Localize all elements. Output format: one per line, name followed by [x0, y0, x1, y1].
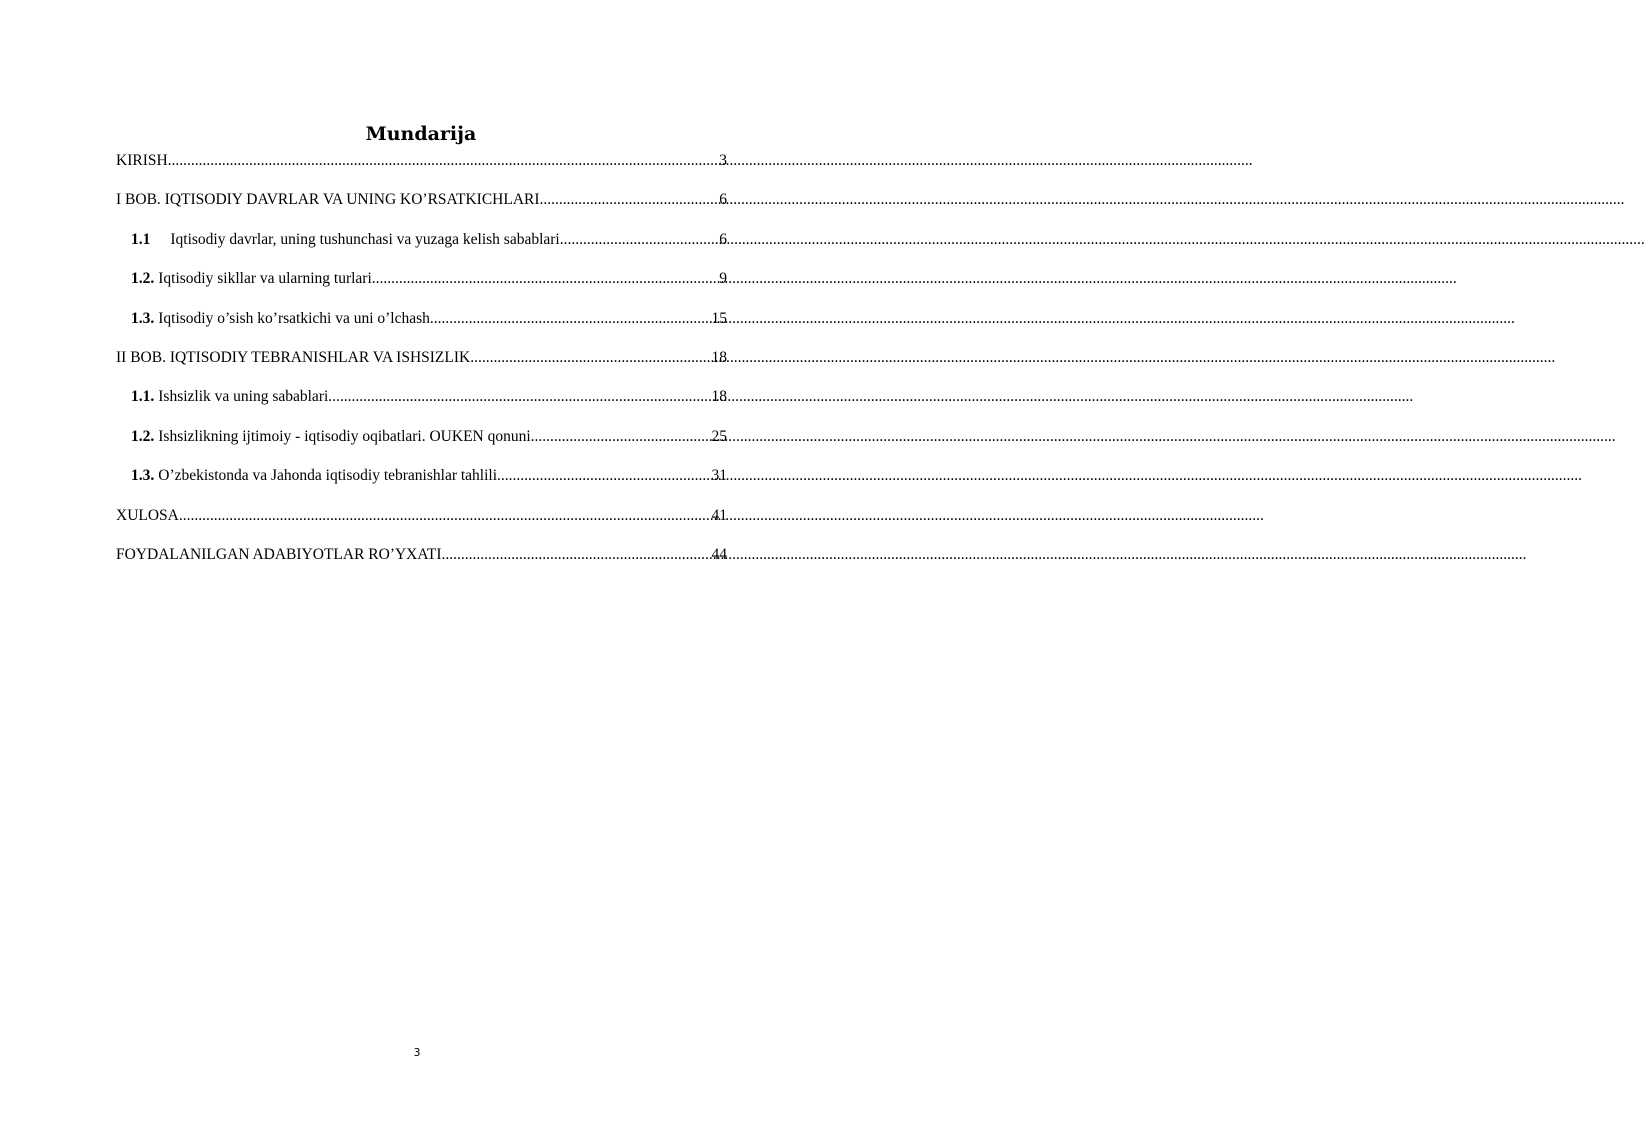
toc-entry-page: 15	[711, 309, 727, 327]
toc-entry-section-2-2	[116, 426, 727, 465]
toc-entry-page: 44	[711, 545, 727, 563]
toc-leader-dots	[372, 268, 719, 290]
toc-entry-section-2-3	[116, 465, 727, 504]
toc-leader-dots	[531, 426, 712, 448]
toc-leader-dots	[430, 308, 712, 330]
toc-entry-text: FOYDALANILGAN ADABIYOTLAR RO’YXATI	[116, 545, 442, 563]
toc-entry-page: 31	[711, 467, 727, 485]
toc-entry-chapter-1	[116, 189, 727, 228]
toc-leader-dots	[328, 386, 711, 408]
toc-entry-text: Ishsizlikning ijtimoiy - iqtisodiy oqibatlari. OUKEN qonuni	[158, 427, 531, 445]
toc-entry-page: 6	[719, 191, 727, 209]
toc-entry-page: 18	[711, 348, 727, 366]
toc-entry-number: 1.2.	[131, 270, 155, 288]
toc-entry-number: 1.3.	[131, 467, 155, 485]
toc-entry-page: 25	[711, 427, 727, 445]
toc-entry-number: 1.1.	[131, 388, 155, 406]
toc-leader-dots	[497, 465, 711, 487]
toc-entry-page: 41	[711, 506, 727, 524]
toc-entry-section-2-1	[116, 386, 727, 425]
toc-leader-dots	[540, 189, 720, 211]
toc-leader-dots	[560, 229, 720, 251]
toc-entry-page: 18	[711, 388, 727, 406]
toc-entry-text: Iqtisodiy davrlar, uning tushunchasi va yuzaga kelish sabablari	[170, 230, 560, 248]
toc-entry-text: O’zbekistonda va Jahonda iqtisodiy tebranishlar tahlili	[158, 467, 498, 485]
toc-entry-section-1-3	[116, 308, 727, 347]
toc-entry-text: I BOB. IQTISODIY DAVRLAR VA UNING KO’RSATKICHLARI	[116, 191, 540, 209]
toc-entry-page: 9	[719, 270, 727, 288]
page-number: 3	[413, 1046, 421, 1059]
toc-entry-xulosa	[116, 505, 727, 544]
toc-entry-number: 1.3.	[131, 309, 155, 327]
toc-entry-chapter-2	[116, 347, 727, 386]
toc-entry-text: KIRISH	[116, 152, 168, 169]
toc-entry-text: Iqtisodiy sikllar va ularning turlari	[158, 270, 372, 288]
toc-entry-bibliography	[116, 544, 727, 583]
toc-entry-text: Ishsizlik va uning sabablari	[158, 388, 329, 406]
toc-entry-kirish	[116, 150, 727, 189]
toc-title: Mundarija	[365, 123, 477, 145]
toc-leader-dots	[168, 150, 720, 172]
toc-list	[116, 150, 727, 583]
toc-entry-page: 6	[719, 230, 727, 248]
toc-entry-page: 3	[719, 152, 727, 169]
toc-leader-dots	[179, 505, 712, 527]
toc-entry-text: Iqtisodiy o’sish ko’rsatkichi va uni o’lchash	[158, 309, 430, 327]
toc-leader-dots	[470, 347, 711, 369]
toc-entry-section-1-2	[116, 268, 727, 307]
toc-entry-number: 1.1	[131, 230, 151, 248]
toc-leader-dots	[441, 544, 711, 566]
toc-entry-number: 1.2.	[131, 427, 155, 445]
toc-entry-section-1-1	[116, 229, 727, 268]
toc-entry-text: II BOB. IQTISODIY TEBRANISHLAR VA ISHSIZLIK	[116, 348, 471, 366]
toc-entry-text: XULOSA	[116, 506, 179, 524]
